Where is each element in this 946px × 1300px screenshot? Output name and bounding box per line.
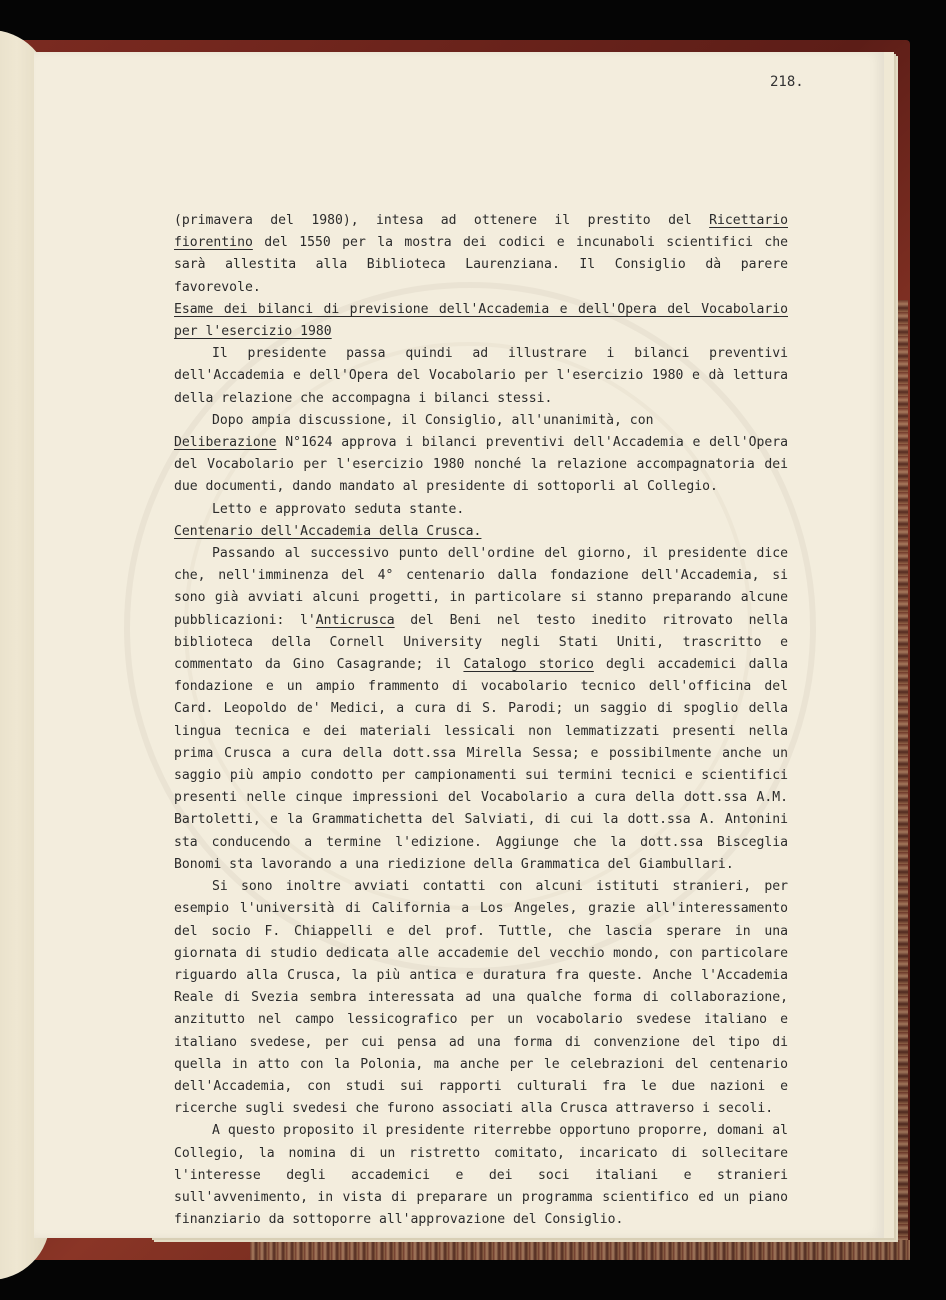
- section-heading-centenario: [174, 521, 788, 543]
- paragraph-6: [174, 543, 788, 876]
- underlined-catalogo-storico: Catalogo storico: [463, 657, 594, 673]
- body-text: [174, 210, 788, 1231]
- paragraph-3: Dopo ampia discussione, il Consiglio, all'unanimità, con: [212, 412, 654, 428]
- paragraph-2: Il presidente passa quindi ad illustrare i bilanci preventivi dell'Accademia e dell'Opera del Vocabolario per l'esercizio 1980 e dà lettura della relazione che accompagna i bilanci stessi.: [174, 346, 788, 406]
- paragraph-1-text-b: del 1550 per la mostra dei codici e incunaboli scientifici che sarà allestita alla Biblioteca Laurenziana. Il Consiglio dà parere favorevole.: [174, 235, 788, 295]
- paragraph-5: Letto e approvato seduta stante.: [212, 501, 465, 517]
- section-heading-bilanci-text: Esame dei bilanci di previsione dell'Accademia e dell'Opera del Vocabolario per l'esercizio 1980: [174, 301, 788, 340]
- section-heading-centenario-text: Centenario dell'Accademia della Crusca.: [174, 523, 482, 539]
- binding-marbled-edge-right: [896, 300, 908, 1240]
- page-number: 218.: [770, 74, 804, 90]
- underlined-deliberazione: Deliberazione: [174, 435, 277, 451]
- paragraph-8: A questo proposito il presidente riterrebbe opportuno proporre, domani al Collegio, la nomina di un ristretto comitato, incaricato di sollecitare l'interesse degli accademici e dei soci italiani e stranieri sull'avvenimento, in vista di preparare un programma scientifico ed un piano finanziario da sottoporre all'approvazione del Consiglio.: [174, 1123, 788, 1228]
- underlined-anticrusca: Anticrusca: [315, 612, 395, 628]
- paragraph-6-text-a: Passando al successivo punto dell'ordine del giorno, il presidente dice che, nell'imminenza del 4° centenario dalla fondazione dell'Accademia, si sono già avviati alcuni progetti, in particolare si stanno preparando alcune pubblicazioni: l': [174, 546, 788, 628]
- section-heading-bilanci: [174, 299, 788, 343]
- binding-marbled-edge-bottom: [250, 1240, 910, 1260]
- document-page: [34, 52, 884, 1238]
- paragraph-4: [174, 432, 788, 499]
- paragraph-6-text-c: degli accademici dalla fondazione e un ampio frammento di vocabolario tecnico dell'officina del Card. Leopoldo de' Medici, a cura di S. Parodi; un saggio di spoglio della lingua tecnica e dei materiali lessicali non lemmatizzati presenti nella prima Crusca a cura della dott.ssa Mirella Sessa; e possibilmente anche un saggio più ampio condotto per campionamenti sui termini tecnici e scientifici presenti nelle cinque impressioni del Vocabolario a cura della dott.ssa A.M. Bartoletti, e la Grammatichetta del Salviati, di cui la dott.ssa A. Antonini sta conducendo a termine l'edizione. Aggiunge che la dott.ssa Bisceglia Bonomi sta lavorando a una riedizione della Grammatica del Giambullari.: [174, 657, 789, 872]
- paragraph-7: Si sono inoltre avviati contatti con alcuni istituti stranieri, per esempio l'università di California a Los Angeles, grazie all'interessamento del socio F. Chiappelli e del prof. Tuttle, che lascia sperare in una giornata di studio dedicata alle accademie del vecchio mondo, con particolare riguardo alla Crusca, la più antica e duratura fra queste. Anche l'Accademia Reale di Svezia sembra interessata ad una qualche forma di collaborazione, anzitutto nel campo lessicografico per un vocabolario svedese italiano e italiano svedese, per cui pensa ad una forma di convenzione del tipo di quella in atto con la Polonia, ma anche per le celebrazioni del centenario dell'Accademia, con studi sui rapporti culturali fra le due nazioni e ricerche sugli svedesi che furono associati alla Crusca attraverso i secoli.: [174, 879, 788, 1117]
- paragraph-6-text-b: del Beni nel testo inedito ritrovato nella biblioteca della Cornell University negli Stati Uniti, trascritto e commentato da Gino Casagrande; il: [174, 612, 789, 673]
- paragraph-1-text-a: (primavera del 1980), intesa ad ottenere il prestito del: [174, 213, 710, 228]
- underlined-title-ricettario: Ricettario fiorentino: [174, 213, 788, 251]
- paragraph-4-text: N°1624 approva i bilanci preventivi dell'Accademia e dell'Opera del Vocabolario per l'esercizio 1980 nonché la relazione accompagnatoria dei due documenti, dando mandato al presidente di sottoporli al Collegio.: [174, 435, 788, 495]
- paragraph-1: [174, 210, 788, 299]
